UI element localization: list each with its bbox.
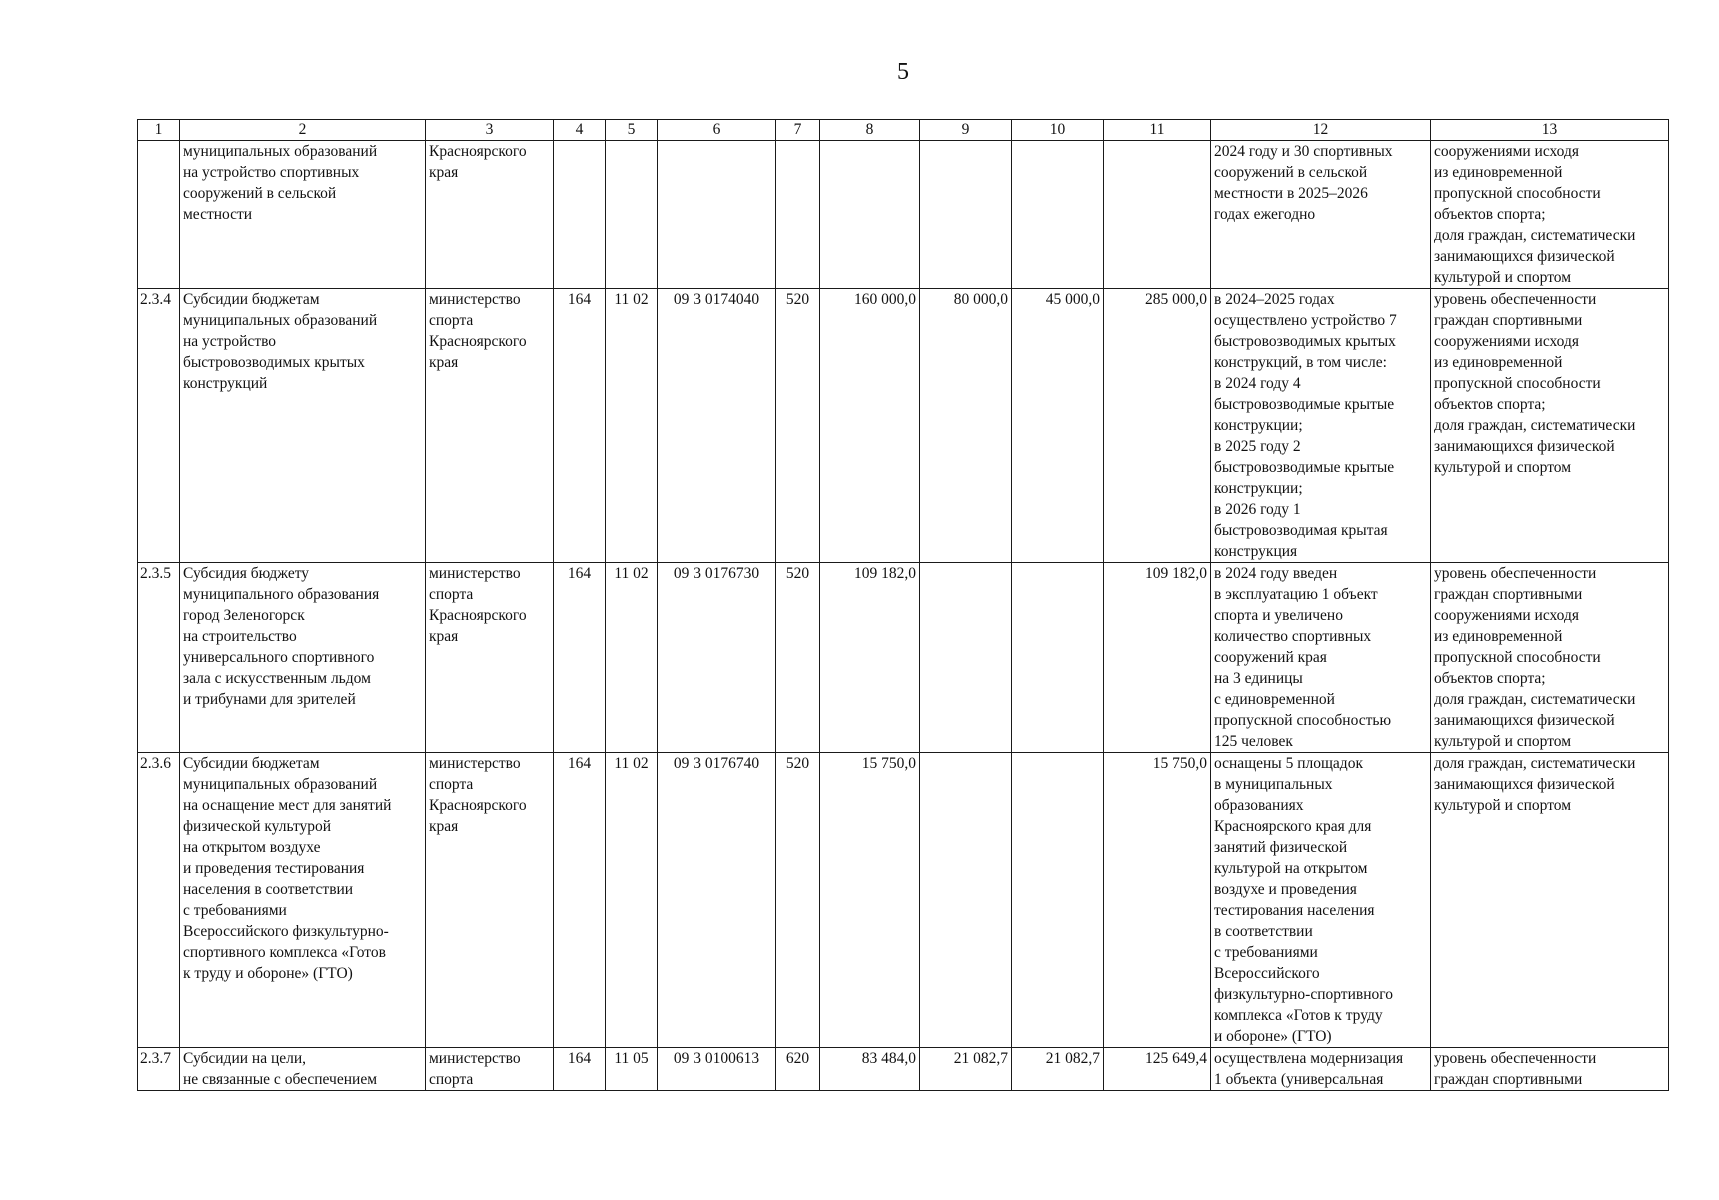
expected-result-cell: в 2024 году введен в эксплуатацию 1 объект спорта и увеличено количество спортивных сооружений края на 3 единицы с единовременной пропускной способностью 125 человек [1211,563,1431,753]
measure-number-cell [138,141,180,289]
measure-number-cell: 2.3.7 [138,1048,180,1091]
grbs-cell: 164 [554,563,606,753]
measure-number-cell: 2.3.4 [138,289,180,563]
amount-2025-cell [920,141,1012,289]
amount-total-cell [1104,141,1211,289]
amount-total-cell: 285 000,0 [1104,289,1211,563]
vr-cell: 520 [776,753,820,1048]
column-header: 2 [180,120,426,141]
expected-result-cell: осуществлена модернизация 1 объекта (универсальная [1211,1048,1431,1091]
amount-total-cell: 15 750,0 [1104,753,1211,1048]
column-header: 1 [138,120,180,141]
csr-cell [658,141,776,289]
amount-2024-cell [820,141,920,289]
amount-2024-cell: 15 750,0 [820,753,920,1048]
rzpr-cell: 11 02 [606,289,658,563]
amount-2026-cell [1012,753,1104,1048]
executor-cell: министерство спорта Красноярского края [426,289,554,563]
page-number: 5 [897,59,909,85]
measure-name-cell: Субсидии бюджетам муниципальных образований на устройство быстровозводимых крытых конструкций [180,289,426,563]
amount-2026-cell: 45 000,0 [1012,289,1104,563]
amount-2024-cell: 109 182,0 [820,563,920,753]
column-header: 13 [1431,120,1669,141]
expected-result-cell: в 2024–2025 годах осуществлено устройство 7 быстровозводимых крытых конструкций, в том числе: в 2024 году 4 быстровозводимые крытые конструкции; в 2025 году 2 быстровозводимые крытые конструкции; в 2026 году 1 быстровозводимая крытая конструкция [1211,289,1431,563]
indicator-cell: уровень обеспеченности граждан спортивными сооружениями исходя из единовременной пропускной способности объектов спорта; доля граждан, систематически занимающихся физической культурой и спортом [1431,563,1669,753]
indicator-cell: сооружениями исходя из единовременной пропускной способности объектов спорта; доля граждан, систематически занимающихся физической культурой и спортом [1431,141,1669,289]
csr-cell: 09 3 0176740 [658,753,776,1048]
amount-2025-cell: 21 082,7 [920,1048,1012,1091]
amount-2024-cell: 83 484,0 [820,1048,920,1091]
csr-cell: 09 3 0174040 [658,289,776,563]
vr-cell: 520 [776,289,820,563]
grbs-cell: 164 [554,289,606,563]
column-header: 12 [1211,120,1431,141]
expected-result-cell: 2024 году и 30 спортивных сооружений в сельской местности в 2025–2026 годах ежегодно [1211,141,1431,289]
table-row [138,141,1669,289]
rzpr-cell: 11 05 [606,1048,658,1091]
column-header: 9 [920,120,1012,141]
executor-cell: Красноярского края [426,141,554,289]
table-row [138,753,1669,1048]
amount-2025-cell: 80 000,0 [920,289,1012,563]
executor-cell: министерство спорта Красноярского края [426,753,554,1048]
indicator-cell: уровень обеспеченности граждан спортивными сооружениями исходя из единовременной пропускной способности объектов спорта; доля граждан, систематически занимающихся физической культурой и спортом [1431,289,1669,563]
amount-total-cell: 109 182,0 [1104,563,1211,753]
table-row [138,1048,1669,1091]
executor-cell: министерство спорта [426,1048,554,1091]
measure-name-cell: муниципальных образований на устройство спортивных сооружений в сельской местности [180,141,426,289]
amount-2025-cell [920,563,1012,753]
measure-number-cell: 2.3.6 [138,753,180,1048]
vr-cell [776,141,820,289]
grbs-cell: 164 [554,1048,606,1091]
amount-2024-cell: 160 000,0 [820,289,920,563]
vr-cell: 620 [776,1048,820,1091]
measure-name-cell: Субсидии бюджетам муниципальных образований на оснащение мест для занятий физической культурой на открытом воздухе и проведения тестирования населения в соответствии с требованиями Всероссийского физкультурно- спортивного комплекса «Готов к труду и обороне» (ГТО) [180,753,426,1048]
measure-name-cell: Субсидия бюджету муниципального образования город Зеленогорск на строительство универсального спортивного зала с искусственным льдом и трибунами для зрителей [180,563,426,753]
table-row [138,563,1669,753]
column-number-header-row [138,120,1669,141]
rzpr-cell: 11 02 [606,753,658,1048]
amount-2025-cell [920,753,1012,1048]
column-header: 10 [1012,120,1104,141]
csr-cell: 09 3 0176730 [658,563,776,753]
column-header: 5 [606,120,658,141]
indicator-cell: доля граждан, систематически занимающихся физической культурой и спортом [1431,753,1669,1048]
measure-number-cell: 2.3.5 [138,563,180,753]
grbs-cell [554,141,606,289]
rzpr-cell: 11 02 [606,563,658,753]
amount-2026-cell [1012,563,1104,753]
column-header: 3 [426,120,554,141]
csr-cell: 09 3 0100613 [658,1048,776,1091]
program-measures-table [137,119,1669,1091]
rzpr-cell [606,141,658,289]
column-header: 11 [1104,120,1211,141]
column-header: 6 [658,120,776,141]
column-header: 7 [776,120,820,141]
column-header: 4 [554,120,606,141]
amount-2026-cell [1012,141,1104,289]
column-header: 8 [820,120,920,141]
amount-2026-cell: 21 082,7 [1012,1048,1104,1091]
table-row [138,289,1669,563]
grbs-cell: 164 [554,753,606,1048]
measure-name-cell: Субсидии на цели, не связанные с обеспечением [180,1048,426,1091]
executor-cell: министерство спорта Красноярского края [426,563,554,753]
indicator-cell: уровень обеспеченности граждан спортивными [1431,1048,1669,1091]
vr-cell: 520 [776,563,820,753]
amount-total-cell: 125 649,4 [1104,1048,1211,1091]
expected-result-cell: оснащены 5 площадок в муниципальных образованиях Красноярского края для занятий физической культурой на открытом воздухе и проведения тестирования населения в соответствии с требованиями Всероссийского физкультурно-спортивного комплекса «Готов к труду и обороне» (ГТО) [1211,753,1431,1048]
